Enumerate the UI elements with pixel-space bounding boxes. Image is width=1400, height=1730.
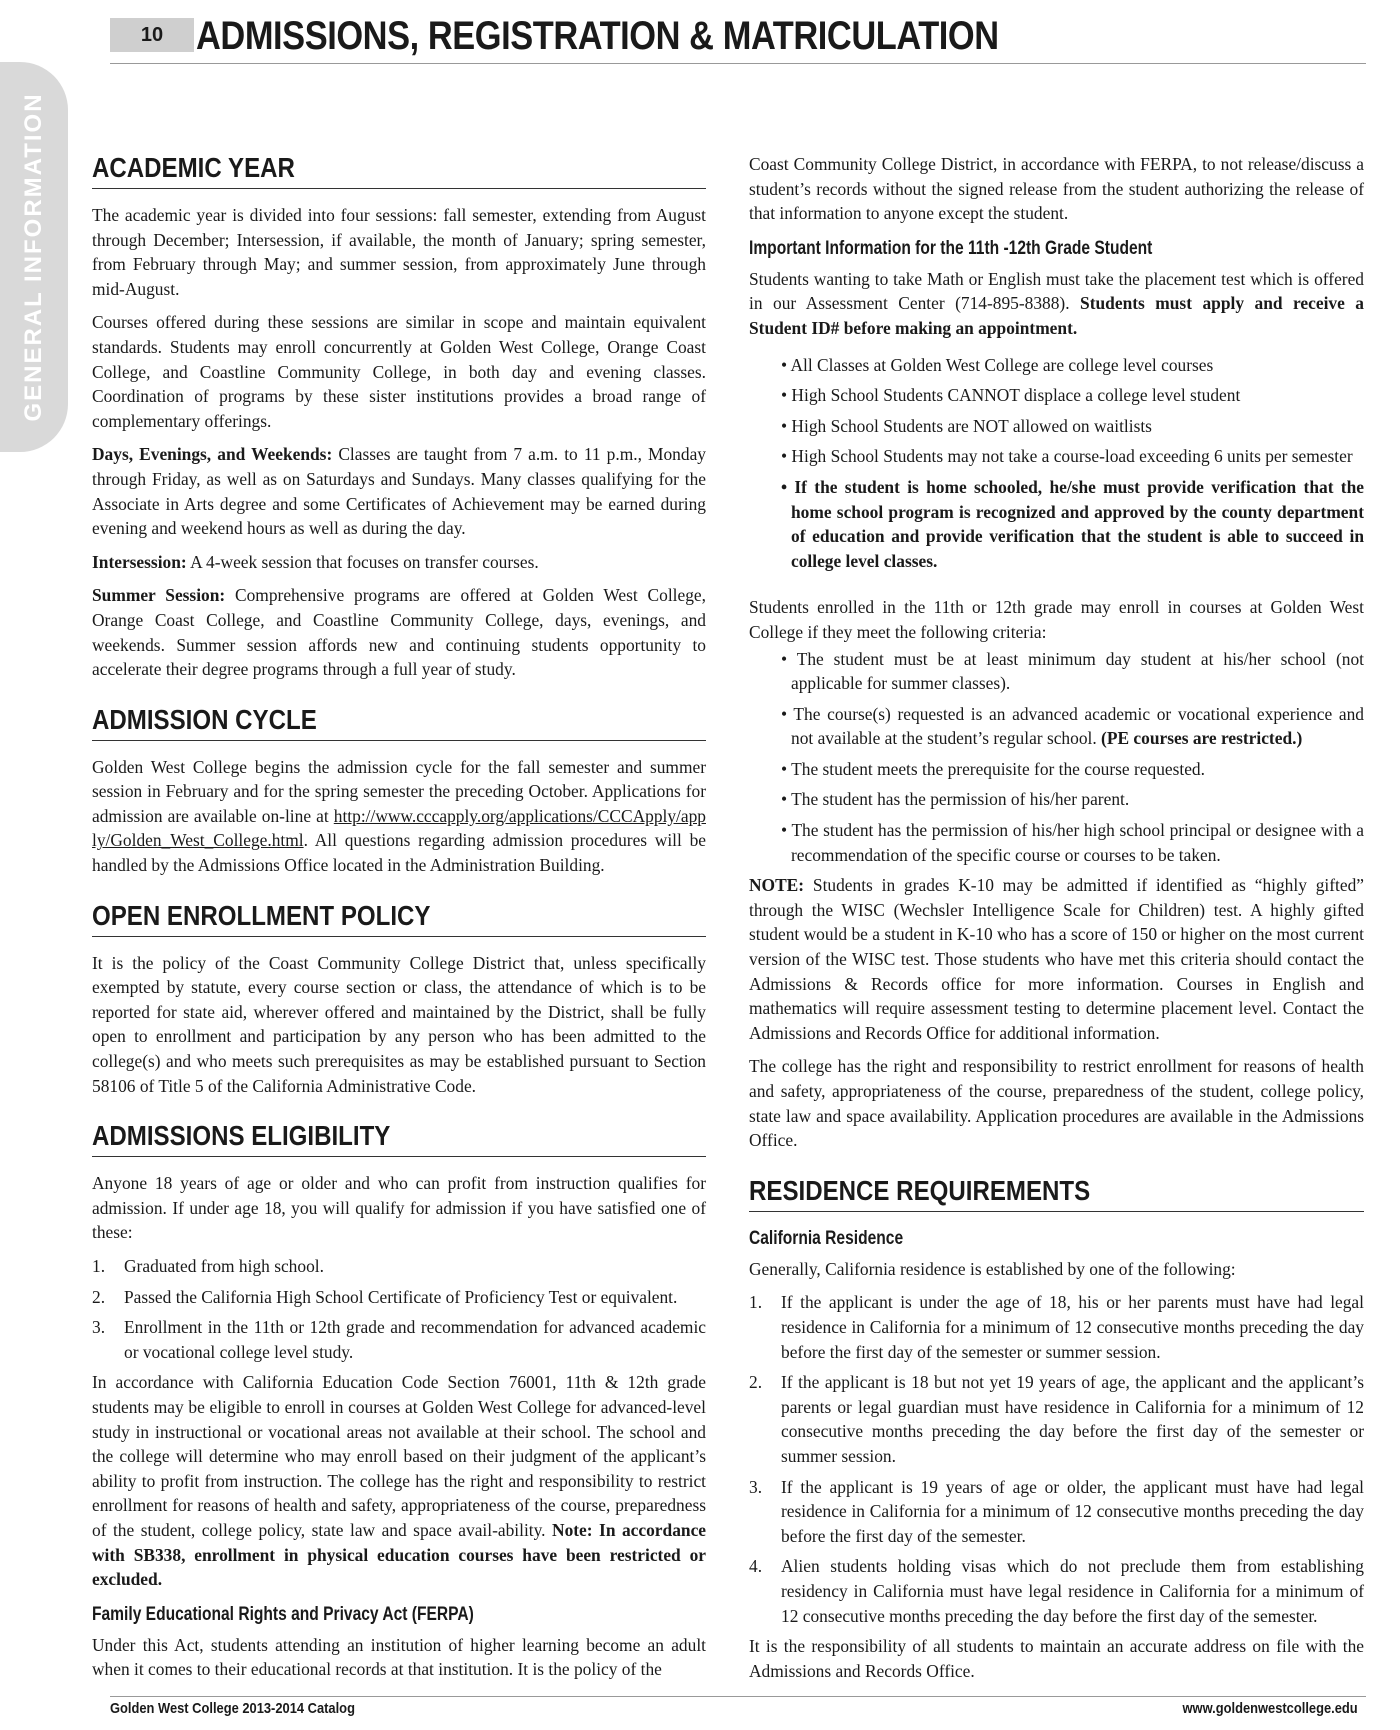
academic-year-paragraph-2: Courses offered during these sessions are similar in scope and maintain equivalent standards. Students may enroll concurrently at Golden West College, Orange Coast College, and Coastline Community College, in both day and evening classes. Coordination of programs by these sister institutions provides a broad range of complementary offerings. bbox=[92, 312, 706, 431]
heading-11th-12th-grade: Important Information for the 11th -12th Grade Student bbox=[749, 237, 1153, 259]
eligibility-list bbox=[92, 1254, 706, 1364]
left-column bbox=[92, 150, 706, 1691]
list-item: • High School Students CANNOT displace a college level student bbox=[781, 385, 1241, 406]
criteria-intro: Students enrolled in the 11th or 12th grade may enroll in courses at Golden West College if they meet the following criteria: bbox=[749, 597, 1364, 642]
pe-restricted-note: (PE courses are restricted.) bbox=[1101, 728, 1303, 749]
list-item: 3. If the applicant is 19 years of age or older, the applicant must have had legal residence in California for a minimum of 12 consecutive months preceding the day before the first day of the semester. bbox=[749, 1476, 1364, 1546]
residence-closing: It is the responsibility of all students to maintain an accurate address on file with the Admissions and Records Office. bbox=[749, 1636, 1364, 1681]
heading-academic-year: ACADEMIC YEAR bbox=[92, 150, 706, 189]
side-section-label: GENERAL INFORMATION bbox=[20, 92, 47, 422]
heading-residence-requirements: RESIDENCE REQUIREMENTS bbox=[749, 1173, 1364, 1212]
heading-california-residence: California Residence bbox=[749, 1227, 904, 1249]
academic-year-paragraph-1: The academic year is divided into four sessions: fall semester, extending from August through December; Intersession, if available, the month of January; spring semester, from February through May; and summer session, from approximately June through mid-August. bbox=[92, 205, 706, 299]
days-evenings-paragraph: Days, Evenings, and Weekends: Classes are taught from 7 a.m. to 11 p.m., Monday through Friday, as well as on Saturdays and Sundays. Many classes qualifying for the Associate in Arts degree and some Certificates of Achievement may be earned during evening and weekend hours as well as during the day. bbox=[92, 444, 706, 539]
student-id-note: Students must apply and receive a Student ID# before making an appointment. bbox=[749, 293, 1364, 338]
header-rule bbox=[110, 63, 1366, 64]
footer-website: www.goldenwestcollege.edu bbox=[1182, 1700, 1358, 1717]
page-number: 10 bbox=[110, 18, 194, 52]
intersession-label: Intersession: bbox=[92, 551, 187, 572]
list-item: • The student must be at least minimum day student at his/her school (not applicable for summer classes). bbox=[781, 648, 1364, 694]
heading-admissions-eligibility: ADMISSIONS ELIGIBILITY bbox=[92, 1118, 706, 1157]
list-item: 1. Graduated from high school. bbox=[92, 1256, 324, 1276]
days-evenings-label: Days, Evenings, and Weekends: bbox=[92, 444, 333, 465]
sb338-note: Note: In accordance with SB338, enrollment in physical education courses have been restricted or excluded. bbox=[92, 1519, 707, 1590]
right-column bbox=[749, 152, 1364, 1692]
heading-admission-cycle: ADMISSION CYCLE bbox=[92, 702, 706, 741]
list-item: 4. Alien students holding visas which do not preclude them from establishing residency in California must have legal residence in California for a minimum of 12 consecutive months preceding the day before the first day of the semester. bbox=[749, 1556, 1364, 1626]
heading-open-enrollment: OPEN ENROLLMENT POLICY bbox=[92, 898, 706, 937]
cccapply-link[interactable]: http://www.cccapply.org/applications/CCCApply/apply/Golden_West_College.html bbox=[92, 805, 706, 851]
footer-rule bbox=[110, 1696, 1366, 1697]
list-item: • High School Students are NOT allowed on waitlists bbox=[781, 415, 1152, 436]
open-enrollment-paragraph: It is the policy of the Coast Community College District that, unless specifically exempted by statute, every course section or class, the attendance of which is to be reported for state aid, wherever offered and maintained by the District, shall be fully open to enrollment and participation by any person who has been admitted to the college(s) and who meets such prerequisites as may be established pursuant to Section 58106 of Title 5 of the California Administrative Code. bbox=[92, 952, 706, 1096]
restrict-enrollment-paragraph: The college has the right and responsibility to restrict enrollment for reasons of health and safety, appropriateness of the course, preparedness of the student, college policy, state law and space availability. Application procedures are available in the Admissions Office. bbox=[749, 1056, 1364, 1151]
summer-session-label: Summer Session: bbox=[92, 585, 226, 606]
list-item: 3. Enrollment in the 11th or 12th grade and recommendation for advanced academic or vocational college level study. bbox=[92, 1317, 706, 1362]
page-title: ADMISSIONS, REGISTRATION & MATRICULATION bbox=[196, 14, 999, 58]
residence-intro: Generally, California residence is established by one of the following: bbox=[749, 1258, 1236, 1279]
intersession-paragraph: Intersession: A 4-week session that focuses on transfer courses. bbox=[92, 551, 539, 572]
note-label: NOTE: bbox=[749, 875, 805, 896]
list-item: 2. Passed the California High School Certificate of Proficiency Test or equivalent. bbox=[92, 1286, 678, 1307]
eligibility-intro: Anyone 18 years of age or older and who can profit from instruction qualifies for admission. If under age 18, you will qualify for admission if you have satisfied one of these: bbox=[92, 1173, 706, 1243]
ferpa-continued: Coast Community College District, in accordance with FERPA, to not release/discuss a student’s records without the signed release from the student authorizing the release of that information to anyone except the student. bbox=[749, 154, 1364, 224]
list-item: • The student has the permission of his/her high school principal or designee with a recommendation of the specific course or courses to be taken. bbox=[781, 820, 1364, 865]
list-item: • The student meets the prerequisite for the course requested. bbox=[781, 758, 1205, 779]
list-item: 1. If the applicant is under the age of 18, his or her parents must have had legal residence in California for a minimum of 12 consecutive months preceding the day before the first day of the semester or summer session. bbox=[749, 1292, 1364, 1362]
admission-cycle-paragraph: Golden West College begins the admission cycle for the fall semester and summer session in February and for the spring semester the preceding October. Applications for admission are available on-line at http://www.cccapply.org/applications/CCCApply/apply/Golden_West_College.html. All questions regarding admission procedures will be handled by the Admissions Office located in the Administration Building. bbox=[92, 756, 706, 876]
ferpa-paragraph: Under this Act, students attending an institution of higher learning become an adult when it comes to their educational records at that institution. It is the policy of the bbox=[92, 1634, 706, 1680]
summer-session-paragraph: Summer Session: Comprehensive programs are offered at Golden West College, Orange Coast College, and Coastline Community College, days, evenings, and weekends. Summer session affords new and continuing students opportunity to accelerate their degree programs through a full year of study. bbox=[92, 585, 706, 680]
list-item: • The course(s) requested is an advanced academic or vocational experience and not available at the student’s regular school. (PE courses are restricted.) bbox=[781, 703, 1364, 749]
list-item: • All Classes at Golden West College are college level courses bbox=[781, 354, 1214, 375]
side-section-tab bbox=[0, 62, 68, 452]
footer-catalog-title: Golden West College 2013-2014 Catalog bbox=[110, 1700, 355, 1717]
list-item: 2. If the applicant is 18 but not yet 19 years of age, the applicant and the applicant’s parents or legal guardian must have residence in California for a minimum of 12 consecutive months preceding the day before the first day of the semester or summer session. bbox=[749, 1372, 1364, 1466]
criteria-list bbox=[749, 647, 1364, 868]
residence-list bbox=[749, 1290, 1364, 1628]
list-item: • The student has the permission of his/her parent. bbox=[781, 789, 1130, 810]
list-item: • High School Students may not take a course-load exceeding 6 units per semester bbox=[781, 446, 1353, 467]
placement-test-paragraph: Students wanting to take Math or English must take the placement test which is offered in our Assessment Center (714-895-8388). Students must apply and receive a Student ID# before making an appointment. bbox=[749, 268, 1364, 338]
heading-ferpa: Family Educational Rights and Privacy Act (FERPA) bbox=[92, 1603, 474, 1625]
home-schooled-item: • If the student is home schooled, he/she must provide verification that the home school program is recognized and approved by the county department of education and provide verification that the student is able to succeed in college level classes. bbox=[781, 476, 1364, 571]
education-code-paragraph: In accordance with California Education Code Section 76001, 11th & 12th grade students may be eligible to enroll in courses at Golden West College for advanced-level study in instructional or vocational areas not available at their school. The school and the college will determine who may enroll based on their judgment of the applicant’s ability to profit from instruction. The college has the right and responsibility to restrict enrollment for reasons of health and safety, appropriateness of the course, preparedness of the student, college policy, state law and space avail-ability. Note: In accordance with SB338, enrollment in physical education courses have been restricted or excluded. bbox=[92, 1372, 707, 1590]
high-school-rules-list bbox=[749, 353, 1364, 574]
gifted-note-paragraph: NOTE: Students in grades K-10 may be admitted if identified as “highly gifted” through the WISC (Wechsler Intelligence Scale for Children) test. A highly gifted student would be a student in K-10 who has a score of 150 or higher on the most current version of the WISC test. Those students who have met this criteria should contact the Admissions & Records office for more information. Courses in English and mathematics will require assessment testing to determine placement level. Contact the Admissions and Records Office for additional information. bbox=[749, 875, 1364, 1043]
